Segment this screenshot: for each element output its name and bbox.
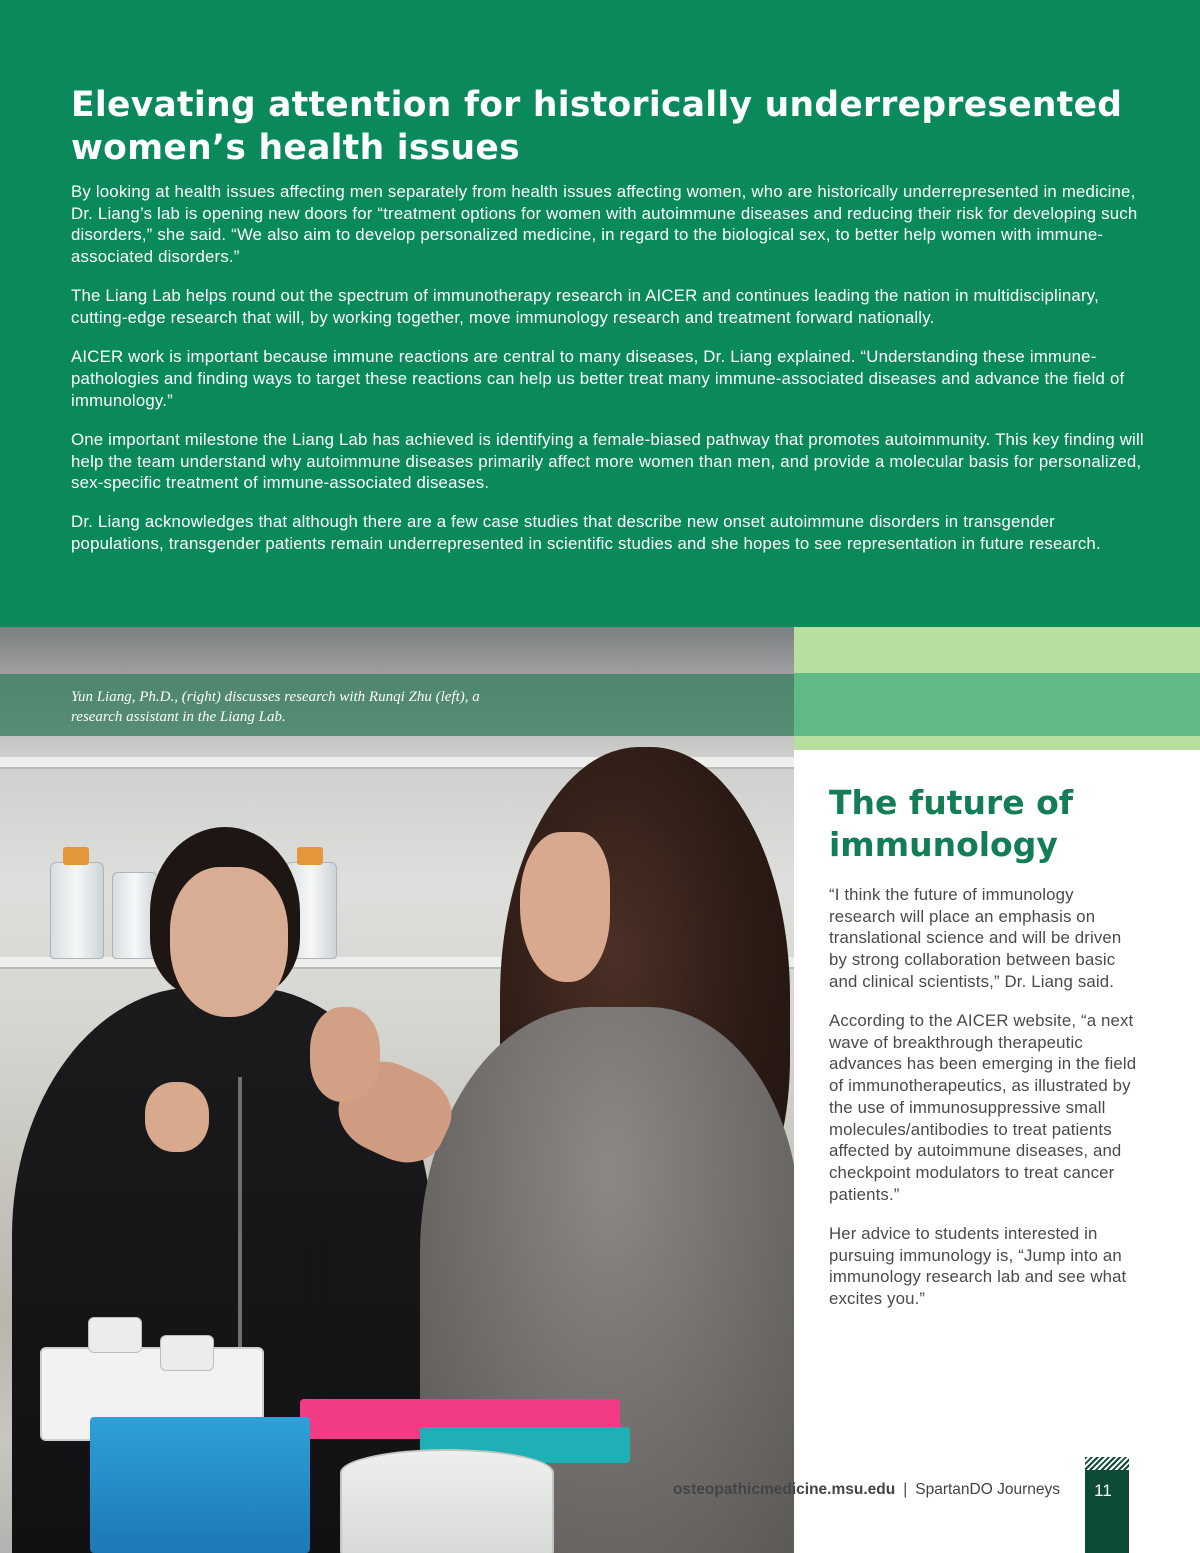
lab-bottle xyxy=(50,862,104,959)
top-green-section xyxy=(0,0,1200,627)
sidebar-paragraph: “I think the future of immunology research will place an emphasis on translational science and will be driven by strong collaboration between basic and clinical scientists,” Dr. Liang said. xyxy=(829,885,1122,991)
person-left-face xyxy=(170,867,288,1017)
sidebar-paragraph: Her advice to students interested in pursuing immunology is, “Jump into an immunology research lab and see what excites you.” xyxy=(829,1223,1127,1308)
decorative-stripe xyxy=(794,673,1200,736)
sidebar-paragraph: According to the AICER website, “a next wave of breakthrough therapeutic advances has been emerging in the field of immunotherapeutics, as illustrated by the use of immunosuppressive small molecules/antibodies to treat patients affected by autoimmune diseases, and checkpoint modulators to treat cancer patients.” xyxy=(829,1011,1137,1204)
bottle-cap xyxy=(63,847,89,865)
person-right-hand xyxy=(310,1007,380,1102)
article-body xyxy=(71,181,1146,572)
article-paragraph: The Liang Lab helps round out the spectrum of immunotherapy research in AICER and continues leading the nation in multidisciplinary, cutting-edge research that will, by working together, move immunology research and treatment forward nationally. xyxy=(71,286,1099,328)
tube-cap xyxy=(160,1335,214,1371)
photo-caption: Yun Liang, Ph.D., (right) discusses research with Runqi Zhu (left), a research assistant in the Liang Lab. xyxy=(71,689,480,725)
sidebar xyxy=(829,782,1139,1327)
footer-website[interactable]: osteopathicmedicine.msu.edu xyxy=(673,1481,896,1498)
lab-photo xyxy=(0,627,794,1553)
page-number-hatch xyxy=(1085,1457,1129,1470)
article-paragraph: Dr. Liang acknowledges that although there are a few case studies that describe new onset autoimmune disorders in transgender populations, transgender patients remain underrepresented in scientific studies and she hopes to see representation in future research. xyxy=(71,512,1101,554)
page-number: 11 xyxy=(1094,1481,1112,1500)
person-right-face xyxy=(520,832,610,982)
lab-jar xyxy=(340,1449,554,1553)
article-paragraph: AICER work is important because immune reactions are central to many diseases, Dr. Liang explained. “Understanding these immune-pathologies and finding ways to target these reactions can help us better treat many immune-associated diseases and advance the field of immunology.” xyxy=(71,347,1125,410)
marker-pen xyxy=(318,1239,330,1409)
decorative-stripe xyxy=(794,736,1200,750)
marker-pen xyxy=(300,1247,312,1417)
article-paragraph: One important milestone the Liang Lab has achieved is identifying a female-biased pathway that promotes autoimmunity. This key finding will help the team understand why autoimmune diseases primarily affect more women than men, and provide a molecular basis for personalized, sex-specific treatment of immune-associated diseases. xyxy=(71,429,1144,493)
article-title: Elevating attention for historically underrepresented women’s health issues xyxy=(71,85,1123,168)
footer-publication: SpartanDO Journeys xyxy=(915,1481,1060,1498)
bottle-cap xyxy=(297,847,323,865)
footer-separator: | xyxy=(903,1481,908,1498)
footer xyxy=(560,1481,1060,1499)
tube-cap xyxy=(88,1317,142,1353)
decorative-stripe xyxy=(794,627,1200,673)
article-paragraph: By looking at health issues affecting men separately from health issues affecting women, who are historically underrepresented in medicine, Dr. Liang’s lab is opening new doors for “treatment options for women with autoimmune diseases and reducing their risk for developing such disorders,” she said. “We also aim to develop personalized medicine, in regard to the biological sex, to better help women with immune-associated disorders.” xyxy=(71,182,1138,267)
sidebar-title: The future of immunology xyxy=(829,783,1074,864)
blue-tip-box xyxy=(90,1417,310,1553)
person-left-hand xyxy=(145,1082,209,1152)
